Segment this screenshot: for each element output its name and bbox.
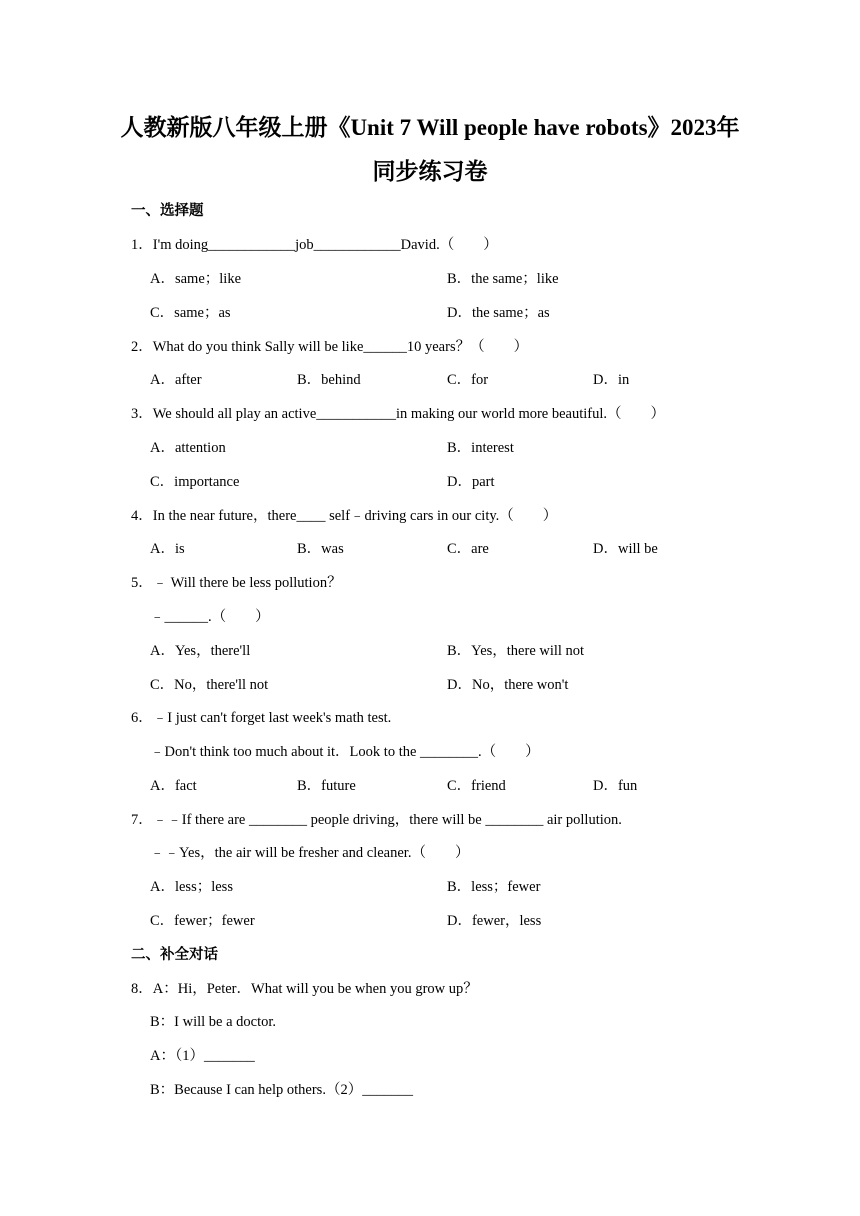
question-2-option-c: C．for [447,372,489,388]
question-5-option-c: C．No，there'll not [150,677,269,693]
question-6-stem-reply: ﹣Don't think too much about it．Look to the ________.（ ） [150,744,540,760]
question-7-stem-reply: ﹣﹣Yes，the air will be fresher and cleaner.（ ） [150,845,470,861]
question-6-stem: 6．﹣I just can't forget last week's math test. [131,710,392,726]
question-2-option-a: A．after [150,372,202,388]
question-2-option-b: B．behind [297,372,361,388]
exam-title-line2: 同步练习卷 [372,159,488,184]
question-2-stem: 2．What do you think Sally will be like______10 years？（ ） [131,339,529,355]
question-8-line-4: B：Because I can help others.（2）_______ [150,1082,413,1098]
question-6-option-a: A．fact [150,778,197,794]
question-4-option-d: D．will be [593,541,658,557]
question-8-line-3: A：（1）_______ [150,1048,255,1064]
question-1-option-c: C．same；as [150,305,231,321]
question-7-stem: 7．﹣﹣If there are ________ people driving，there will be ________ air pollution. [131,812,622,828]
question-1-option-a: A．same；like [150,271,242,287]
question-7-option-d: D．fewer，less [447,913,542,929]
question-3-option-a: A．attention [150,440,226,456]
question-8-line-1: 8．A：Hi，Peter．What will you be when you grow up？ [131,981,478,997]
question-1-option-b: B．the same；like [447,271,559,287]
question-5-option-d: D．No，there won't [447,677,569,693]
section-heading-choice: 一、选择题 [131,203,204,219]
question-5-option-b: B．Yes，there will not [447,643,585,659]
question-1-stem: 1．I'm doing____________job____________David.（ ） [131,237,498,253]
question-7-option-b: B．less；fewer [447,879,541,895]
section-heading-dialogue: 二、补全对话 [131,947,218,963]
question-6-option-d: D．fun [593,778,638,794]
question-7-option-a: A．less；less [150,879,233,895]
question-4-option-a: A．is [150,541,185,557]
question-5-stem: 5．﹣ Will there be less pollution？ [131,575,342,591]
question-3-option-d: D．part [447,474,495,490]
question-6-option-b: B．future [297,778,356,794]
question-5-option-a: A．Yes，there'll [150,643,251,659]
question-7-option-c: C．fewer；fewer [150,913,255,929]
question-1-option-d: D．the same；as [447,305,550,321]
question-4-option-c: C．are [447,541,489,557]
question-8-line-2: B：I will be a doctor. [150,1014,277,1030]
exam-title-line1: 人教新版八年级上册《Unit 7 Will people have robots》2023年 [120,115,740,140]
question-5-stem-reply: ﹣______.（ ） [150,609,270,625]
question-2-option-d: D．in [593,372,630,388]
question-4-stem: 4．In the near future，there____ self﹣driving cars in our city.（ ） [131,508,558,524]
question-3-stem: 3．We should all play an active___________in making our world more beautiful.（ ） [131,406,666,422]
question-4-option-b: B．was [297,541,344,557]
question-3-option-b: B．interest [447,440,514,456]
question-6-option-c: C．friend [447,778,506,794]
question-3-option-c: C．importance [150,474,240,490]
